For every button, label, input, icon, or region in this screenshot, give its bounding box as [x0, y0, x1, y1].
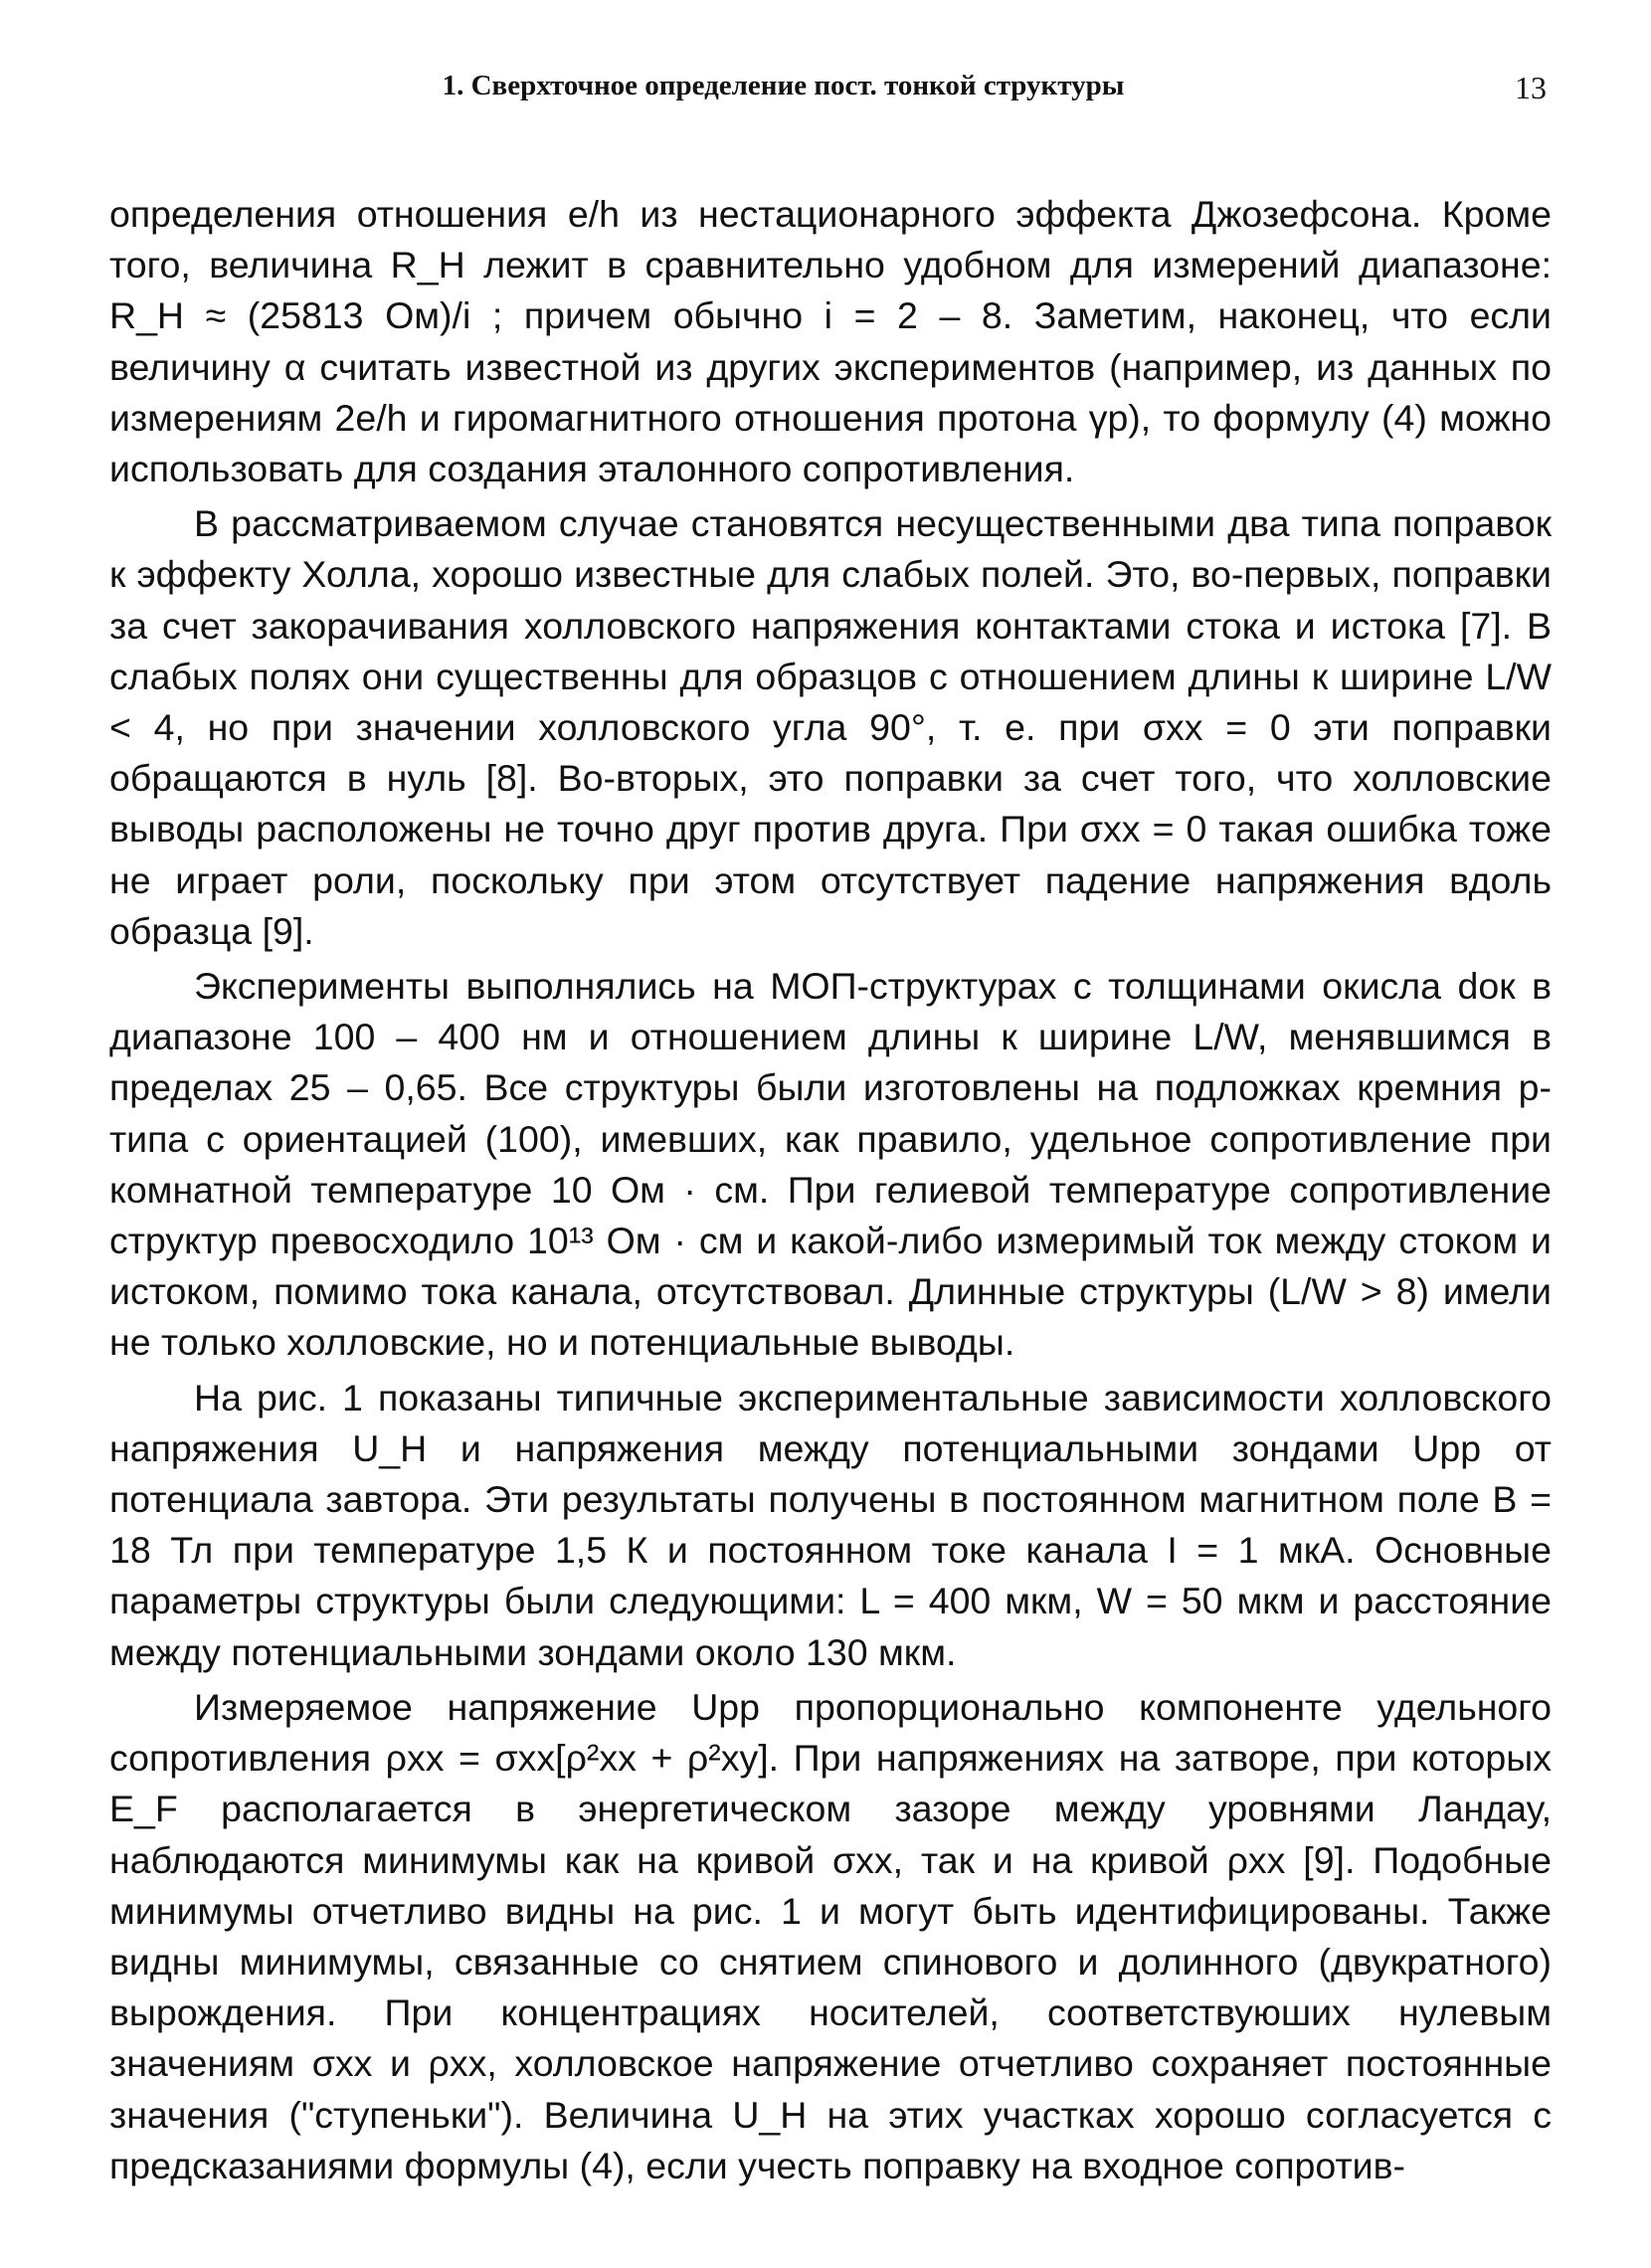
- paragraph-5: Измеряемое напряжение Upp пропорционально компоненте удельного сопротивления ρxx = σxx[ρ²xx + ρ²xy]. При напряжениях на затворе, при которых E_F располагается в энергетическом зазоре между уровнями Ландау, наблюдаются минимумы как на кривой σxx, так и на кривой ρxx [9]. Подобные минимумы отчетливо видны на рис. 1 и могут быть идентифицированы. Также видны минимумы, связанные со снятием спинового и долинного (двукратного) вырождения. При концентрациях носителей, соответствуюших нулевым значениям σxx и ρxx, холловское напряжение отчетливо сохраняет постоянные значения ("ступеньки"). Величина U_H на этих участках хорошо согласуется с предсказаниями формулы (4), если учесть поправку на входное сопротив-: [109, 1685, 1552, 2186]
- body-text: [109, 189, 1552, 2195]
- paragraph-4: На рис. 1 показаны типичные экспериментальные зависимости холловского напряжения U_H и напряжения между потенциальными зондами Upp от потенциала завтора. Эти результаты получены в постоянном магнитном поле B = 18 Тл при температуре 1,5 К и постоянном токе канала I = 1 мкА. Основные параметры структуры были следующими: L = 400 мкм, W = 50 мкм и расстояние между потенциальными зондами около 130 мкм.: [109, 1376, 1552, 1673]
- running-head: [109, 70, 1547, 109]
- paragraph-3: Эксперименты выполнялись на МОП-структурах с толщинами окисла dок в диапазоне 100 – 400 нм и отношением длины к ширине L/W, менявшимся в пределах 25 – 0,65. Все структуры были изготовлены на подложках кремния p- типа с ориентацией (100), имевших, как правило, удельное сопротивление при комнатной температуре 10 Ом · см. При гелиевой температуре сопротивление структур превосходило 10¹³ Ом · см и какой-либо измеримый ток между стоком и истоком, помимо тока канала, отсутствовал. Длинные структуры (L/W > 8) имели не только холловские, но и потенциальные выводы.: [109, 965, 1552, 1364]
- paragraph-2: В рассматриваемом случае становятся несущественными два типа поправок к эффекту Холла, хорошо известные для слабых полей. Это, во-первых, поправки за счет закорачивания холловского напряжения контактами стока и истока [7]. В слабых полях они существенны для образцов с отношением длины к ширине L/W < 4, но при значении холловского угла 90°, т. е. при σxx = 0 эти поправки обращаются в нуль [8]. Во-вторых, это поправки за счет того, что холловские выводы расположены не точно друг против друга. При σxx = 0 такая ошибка тоже не играет роли, поскольку при этом отсутствует падение напряжения вдоль образца [9].: [109, 502, 1552, 952]
- paragraph-1: определения отношения e/h из нестационарного эффекта Джозефсона. Кроме того, величина R_H лежит в сравнительно удобном для измерений диапазоне: R_H ≈ (25813 Ом)/i ; причем обычно i = 2 – 8. Заметим, наконец, что если величину α считать известной из других экспериментов (например, из данных по измерениям 2e/h и гиромагнитного отношения протона γp), то формулу (4) можно использовать для создания эталонного сопротивления.: [109, 193, 1552, 490]
- page-number: 13: [1515, 70, 1547, 105]
- running-title: 1. Сверхточное определение пост. тонкой структуры: [442, 70, 1125, 101]
